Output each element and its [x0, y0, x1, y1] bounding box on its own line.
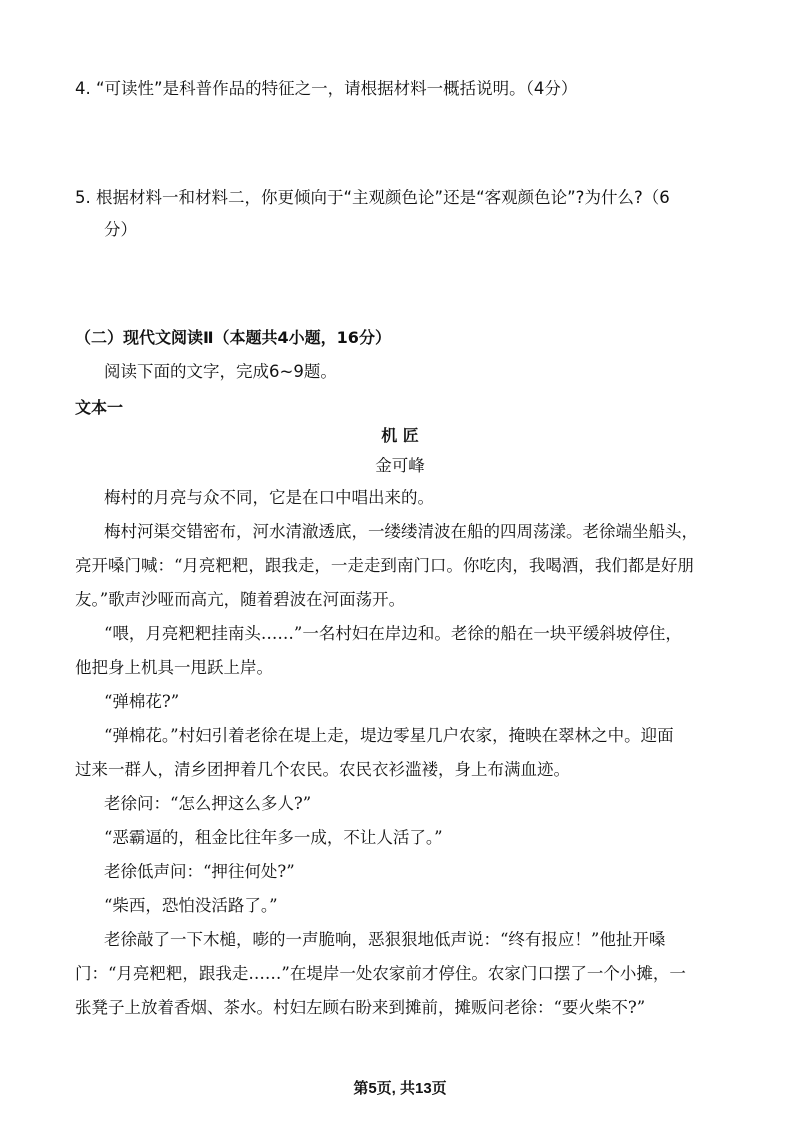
story-paragraph-line: “柴西，恐怕没活路了。” — [104, 896, 278, 915]
story-paragraph-line: 老徐问：“怎么押这么多人?” — [104, 794, 312, 813]
story-paragraph-line: 亮开嗓门喊：“月亮粑粑，跟我走，一走走到南门口。你吃肉，我喝酒，我们都是好朋 — [75, 556, 694, 575]
story-paragraph-line: 老徐敲了一下木槌，嘭的一声脆响，恶狠狠地低声说：“终有报应！”他扯开嗓 — [104, 930, 666, 949]
story-paragraph-line: “恶霸逼的，租金比往年多一成，不让人活了。” — [104, 828, 443, 847]
story-author: 金可峰 — [375, 456, 425, 475]
story-paragraph-line: “弹棉花?” — [104, 692, 180, 711]
question-5-line-2: 分） — [104, 220, 137, 239]
story-paragraph-line: “弹棉花。”村妇引着老徐在堤上走，堤边零星几户农家，掩映在翠林之中。迎面 — [104, 726, 674, 745]
story-paragraph-line: 梅村河渠交错密布，河水清澈透底，一缕缕清波在船的四周荡漾。老徐端坐船头， — [104, 522, 698, 541]
question-5-line-1: 5. 根据材料一和材料二，你更倾向于“主观颜色论”还是“客观颜色论”?为什么?（6 — [75, 188, 670, 207]
story-paragraph-line: 老徐低声问：“押往何处?” — [104, 862, 295, 881]
section-instruction: 阅读下面的文字，完成6~9题。 — [104, 362, 337, 381]
story-paragraph-line: 他把身上机具一甩跃上岸。 — [75, 658, 273, 677]
story-paragraph-line: 张凳子上放着香烟、茶水。村妇左顾右盼来到摊前，摊贩问老徐：“要火柴不?” — [75, 998, 646, 1017]
text-label: 文本一 — [75, 398, 124, 417]
story-title: 机 匠 — [381, 426, 419, 445]
page-footer: 第5页, 共13页 — [353, 1080, 447, 1097]
section-heading: （二）现代文阅读Ⅱ（本题共4小题，16分） — [75, 328, 391, 347]
story-paragraph-line: 友。”歌声沙哑而高亢，随着碧波在河面荡开。 — [75, 590, 406, 609]
question-4: 4. “可读性”是科普作品的特征之一，请根据材料一概括说明。（4分） — [75, 79, 578, 98]
story-paragraph-line: 过来一群人，清乡团押着几个农民。农民衣衫滥褛，身上布满血迹。 — [75, 760, 570, 779]
story-paragraph-line: 门：“月亮粑粑，跟我走……”在堤岸一处农家前才停住。农家门口摆了一个小摊，一 — [75, 964, 686, 983]
story-paragraph-line: 梅村的月亮与众不同，它是在口中唱出来的。 — [104, 488, 434, 507]
story-paragraph-line: “喂，月亮粑粑挂南头……”一名村妇在岸边和。老徐的船在一块平缓斜坡停住， — [104, 624, 682, 643]
